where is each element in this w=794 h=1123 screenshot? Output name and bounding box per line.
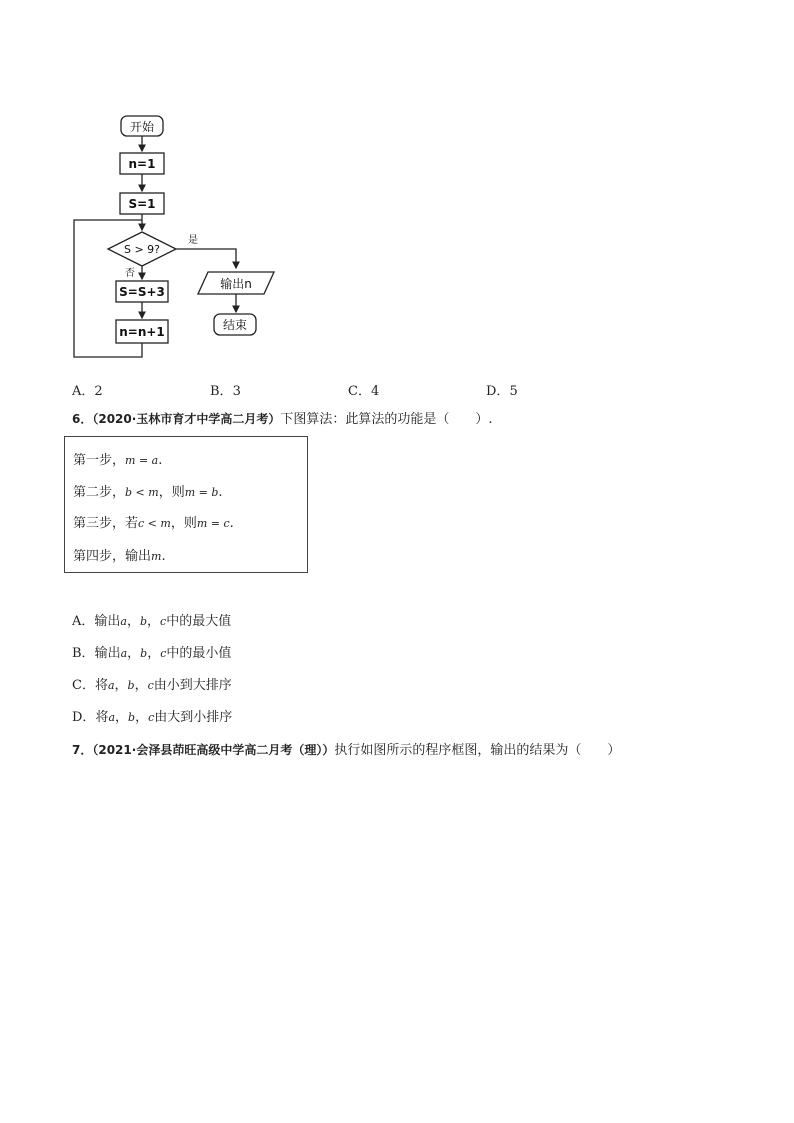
n-init-label: n=1 xyxy=(128,157,156,171)
q7-text: 执行如图所示的程序框图，输出的结果为（ ） xyxy=(334,743,621,758)
no-label: 否 xyxy=(125,268,135,279)
q5-option-c: C．4 xyxy=(348,384,380,399)
s-update-label: S=S+3 xyxy=(119,285,165,299)
end-label: 结束 xyxy=(222,318,248,332)
q7-stem xyxy=(72,742,620,759)
q6-text: 下图算法：此算法的功能是（ ）. xyxy=(280,412,493,427)
q5-option-a: A．2 xyxy=(72,384,103,399)
q6-option-b: B．输出a，b，c中的最小值 xyxy=(72,646,232,661)
q6-option-d: D．将a，b，c由大到小排序 xyxy=(72,710,233,725)
algorithm-step-3: 第三步，若c < m，则m = c. xyxy=(73,516,234,531)
condition-label: S > 9? xyxy=(123,243,161,256)
q6-option-a: A．输出a，b，c中的最大值 xyxy=(72,614,232,629)
start-label: 开始 xyxy=(129,120,155,134)
q6-option-c: C．将a，b，c由小到大排序 xyxy=(72,678,232,693)
algorithm-step-2: 第二步，b < m，则m = b. xyxy=(73,485,223,500)
s-init-label: S=1 xyxy=(128,197,156,211)
q6-number: 6． xyxy=(72,412,93,426)
algorithm-step-1: 第一步，m = a. xyxy=(73,453,163,468)
flowchart xyxy=(60,108,300,368)
q6-stem xyxy=(72,411,492,428)
algorithm-box xyxy=(64,436,308,573)
n-update-label: n=n+1 xyxy=(119,325,165,339)
q6-source: （2020·玉林市育才中学高二月考） xyxy=(92,412,281,426)
algorithm-step-4: 第四步，输出m. xyxy=(73,549,166,564)
q7-source: （2021·会泽县茚旺高级中学高二月考（理）） xyxy=(92,743,335,757)
q5-option-b: B．3 xyxy=(210,384,241,399)
yes-label: 是 xyxy=(188,235,198,246)
q5-option-d: D．5 xyxy=(486,384,518,399)
q7-number: 7． xyxy=(72,743,93,757)
output-label: 输出n xyxy=(220,277,252,291)
